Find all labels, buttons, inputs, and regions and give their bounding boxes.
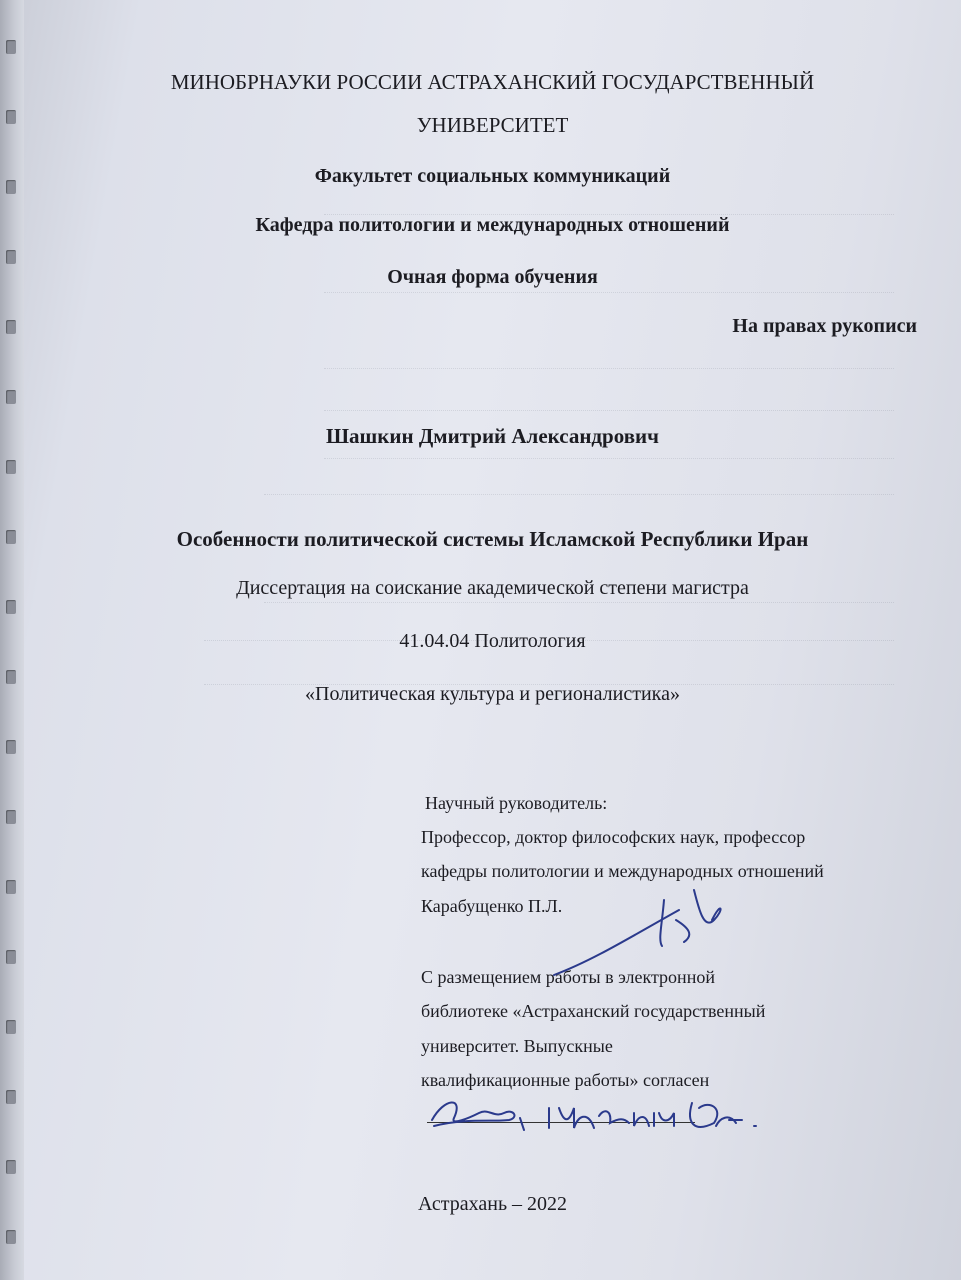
title-page xyxy=(24,0,961,1280)
study-form: Очная форма обучения xyxy=(387,266,598,288)
supervisor-heading: Научный руководитель: xyxy=(425,793,608,813)
binding-hole xyxy=(6,1160,16,1174)
ministry-line-2: УНИВЕРСИТЕТ xyxy=(416,113,569,137)
binding-hole xyxy=(6,460,16,474)
supervisor-name: Карабущенко П.Л. xyxy=(421,896,563,916)
binding-hole xyxy=(6,880,16,894)
binding-hole xyxy=(6,810,16,824)
binding-hole xyxy=(6,670,16,684)
program: «Политическая культура и регионалистика» xyxy=(305,683,680,705)
ministry-line-1: МИНОБРНАУКИ РОССИИ АСТРАХАНСКИЙ ГОСУДАРСТВЕННЫЙ xyxy=(170,70,815,94)
binding-hole xyxy=(6,250,16,264)
consent-line-3: университет. Выпускные xyxy=(421,1036,613,1056)
binding-hole xyxy=(6,600,16,614)
binding-hole xyxy=(6,180,16,194)
binding-hole xyxy=(6,740,16,754)
supervisor-position-1: Профессор, доктор философских наук, профессор xyxy=(421,827,806,847)
thesis-type: Диссертация на соискание академической степени магистра xyxy=(236,577,749,599)
binding-hole xyxy=(6,530,16,544)
binding-hole xyxy=(6,950,16,964)
consent-line-1: С размещением работы в электронной xyxy=(421,967,715,987)
binding-hole xyxy=(6,1020,16,1034)
supervisor-position-2: кафедры политологии и международных отношений xyxy=(421,861,824,881)
spiral-binding xyxy=(0,0,24,1280)
binding-hole xyxy=(6,1090,16,1104)
consent-line-4: квалификационные работы» согласен xyxy=(421,1070,710,1090)
author-signature xyxy=(424,1088,764,1138)
city-year: Астрахань – 2022 xyxy=(417,1193,568,1215)
binding-hole xyxy=(6,110,16,124)
thesis-title: Особенности политической системы Исламской Республики Иран xyxy=(176,527,809,551)
binding-hole xyxy=(6,320,16,334)
binding-hole xyxy=(6,390,16,404)
faculty: Факультет социальных коммуникаций xyxy=(314,165,671,187)
specialty: 41.04.04 Политология xyxy=(399,630,586,652)
department: Кафедра политологии и международных отношений xyxy=(255,214,730,236)
binding-hole xyxy=(6,1230,16,1244)
author-name: Шашкин Дмитрий Александрович xyxy=(326,424,659,448)
consent-line-2: библиотеке «Астраханский государственный xyxy=(421,1001,766,1021)
binding-hole xyxy=(6,40,16,54)
manuscript-note: На правах рукописи xyxy=(732,315,917,337)
